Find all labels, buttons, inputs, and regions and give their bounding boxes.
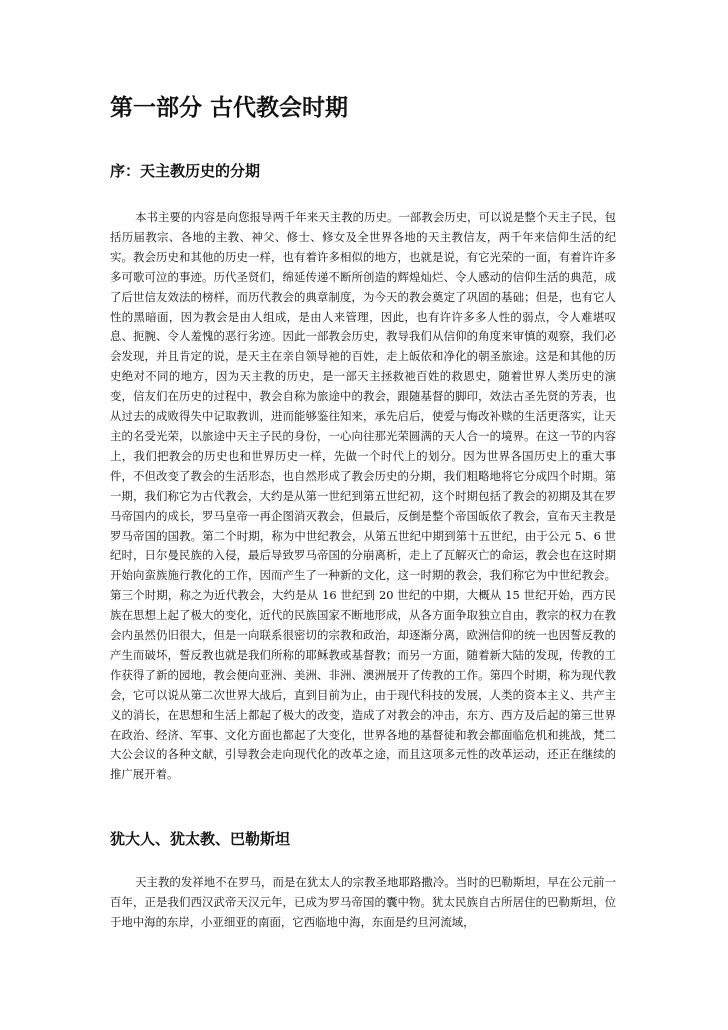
section-heading-preface: 序：天主教历史的分期 (110, 162, 261, 180)
part-title: 第一部分 古代教会时期 (110, 95, 349, 121)
section-paragraph-jews-judaism-palestine: 天主教的发祥地不在罗马，而是在犹太人的宗教圣地耶路撒冷。当时的巴勒斯坦，早在公元前一百年，正是我们西汉武帝天汉元年，已成为罗马帝国的囊中物。犹太民族自古所居住的巴勒斯坦，位于地中海的东岸，小亚细亚的南面，它西临地中海，东面是约旦河流域， (110, 875, 616, 929)
section-heading-jews-judaism-palestine: 犹大人、犹太教、巴勒斯坦 (110, 830, 291, 848)
section-paragraph-preface: 本书主要的内容是向您报导两千年来天主教的历史。一部教会历史，可以说是整个天主子民，包括历届教宗、各地的主教、神父、修士、修女及全世界各地的天主教信友，两千年来信仰生活的纪实。教会历史和其他的历史一样，也有着许多相似的地方，也就是说，有它光荣的一面，有着许许多多可歌可泣的事迹。历代圣贤们，绵延传递不断所创造的辉煌灿烂、令人感动的信仰生活的典范，成了后世信友效法的榜样，而历代教会的典章制度，为今天的教会奠定了巩固的基础；但是，也有它人性的黑暗面，因为教会是由人组成，是由人来管理，因此，也有许许多多人性的弱点，令人难堪叹息、扼腕、令人羞愧的恶行劣迹。因此一部教会历史，教导我们从信仰的角度来审慎的观察，我们必会发现，并且肯定的说，是天主在亲自领导祂的百姓，走上皈依和净化的朝圣旅途。这是和其他的历史绝对不同的地方，因为天主教的历史，是一部天主拯救祂百姓的救恩史，随着世界人类历史的演变，信友们在历史的过程中，教会自称为旅途中的教会，跟随基督的脚印，效法古圣先贤的芳表，也从过去的成败得失中记取教训，进而能够鉴往知来，承先启后，使爱与悔改补赎的生活更落实，让天主的名受光荣，以旅途中天主子民的身份，一心向往那光荣圆满的天人合一的境界。在这一节的内容上，我们把教会的历史也和世界历史一样，先做一个时代上的划分。因为世界各国历史上的重大事件，不但改变了教会的生活形态，也自然形成了教会历史的分期，我们粗略地将它分成四个时期。第一期，我们称它为古代教会，大约是从第一世纪到第五世纪初，这个时期包括了教会的初期及其在罗马帝国内的成长，罗马皇帝一再企图消灭教会，但最后，反倒是整个帝国皈依了教会，宣布天主教是罗马帝国的国教。第二个时期，称为中世纪教会，从第五世纪中期到第十五世纪，由于公元 5、6 世纪时，日尔曼民族的入侵，最后导致罗马帝国的分崩离析，走上了瓦解灭亡的命运，教会也在这时期开始向蛮族施行教化的工作，因而产生了一种新的文化，这一时期的教会，我们称它为中世纪教会。第三个时期，称之为近代教会，大约是从 16 世纪到 20 世纪的中期，大概从 15 世纪开始，西方民族在思想上起了极大的变化，近代的民族国家不断地形成，从各方面争取独立自由，教宗的权力在教会内虽然仍旧很大，但是一向联系很密切的宗教和政治，却逐渐分离，欧洲信仰的统一也因誓反教的产生而破坏，誓反教也就是我们所称的耶稣教或基督教；而另一方面，随着新大陆的发现，传教的工作获得了新的园地，教会便向亚洲、美洲、非洲、澳洲展开了传教的工作。第四个时期，称为现代教会，它可以说从第二次世界大战后，直到目前为止，由于现代科技的发展，人类的资本主义、共产主义的消长，在思想和生活上都起了极大的改变，造成了对教会的冲击，东方、西方及后起的第三世界在政治、经济、军事、文化方面也都起了大变化，世界各地的基督徒和教会都面临危机和挑战，梵二大公会议的各种文献，引导教会走向现代化的改革之途，而且这项多元性的改革运动，还正在继续的推广展开着。 (110, 210, 616, 782)
